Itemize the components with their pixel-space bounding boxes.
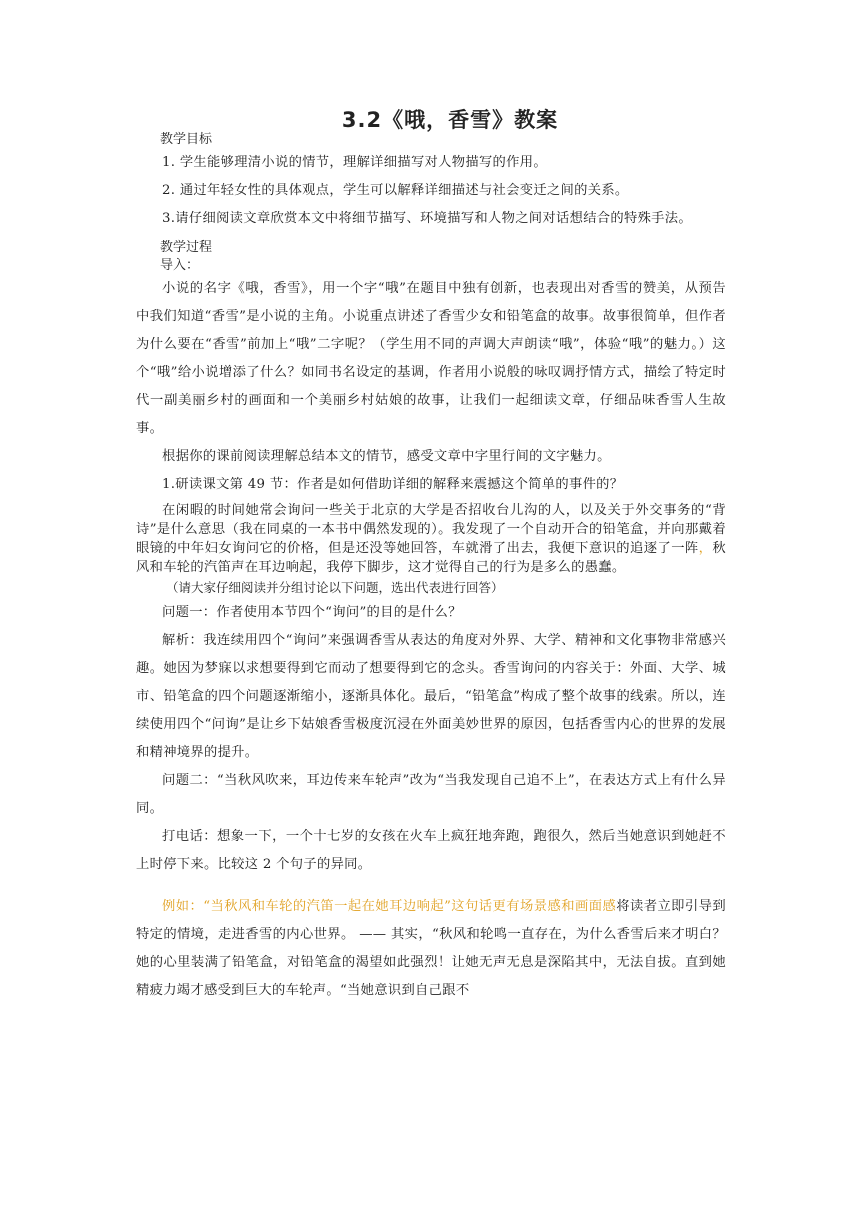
text-excerpt <box>136 501 726 577</box>
excerpt-part-1: 在闲暇的时间她常会询问一些关于北京的大学是否招收台儿沟的人，以及关于外交事务的“背诗”是什么意思（我在同桌的一本书中偶然发现的）。我发现了一个自动开合的铅笔盒，并向那戴着眼镜的中年妇女询问它的价格，但是还没等她回答，车就滑了出去，我便下意识的追逐了一阵 <box>136 503 726 556</box>
question-2: 问题二：“当秋风吹来，耳边传来车轮声”改为“当我发现自己追不上”，在表达方式上有什么异同。 <box>136 773 726 816</box>
excerpt-mark: ， <box>698 541 713 556</box>
discussion-instruction: （请大家仔细阅读并分组讨论以下问题，选出代表进行回答） <box>166 580 504 595</box>
intro-heading: 导入： <box>160 258 200 273</box>
summary-paragraph: 根据你的课前阅读理解总结本文的情节，感受文章中字里行间的文字魅力。 <box>162 449 611 464</box>
example-rest: 将读者立即引导到特定的情境，走进香雪的内心世界。 —— 其实，“秋风和轮鸣一直存在，为什么香雪后来才明白？她的心里装满了铅笔盒，对铅笔盒的渴望如此强烈！让她无声无息是深陷其中，无法自拔。直到她精疲力竭才感受到巨大的车轮声。“当她意识到自己跟不 <box>136 899 727 998</box>
analysis-paragraph: 解析：我连续用四个“询问”来强调香雪从表达的角度对外界、大学、精神和文化事物非常感兴趣。她因为梦寐以求想要得到它而动了想要得到它的念头。香雪询问的内容关于：外面、大学、城市、铅笔盒的四个问题逐渐缩小，逐渐具体化。最后，“铅笔盒”构成了整个故事的线索。所以，连续使用四个“问询”是让乡下姑娘香雪极度沉浸在外面美妙世界的原因，包括香雪内心的世界的发展和精神境界的提升。 <box>136 633 726 760</box>
question-1: 问题一：作者使用本节四个“询问”的目的是什么？ <box>162 605 462 620</box>
process-heading: 教学过程 <box>160 240 213 255</box>
page-title: 3.2《哦，香雪》教案 <box>341 108 559 132</box>
goal-item-1: 1. 学生能够理清小说的情节，理解详细描写对人物描写的作用。 <box>162 155 547 170</box>
example-highlight: 例如：“当秋风和车轮的汽笛一起在她耳边响起”这句话更有场景感和画面感 <box>162 899 617 914</box>
intro-paragraph: 小说的名字《哦，香雪》，用一个字“哦”在题目中独有创新，也表现出对香雪的赞美，从预告中我们知道“香雪”是小说的主角。小说重点讲述了香雪少女和铅笔盒的故事。故事很简单，但作者为什么要在“香雪”前加上“哦”二字呢？（学生用不同的声调大声朗读“哦”，体验“哦”的魅力。）这个“哦”给小说增添了什么？如同书名设定的基调，作者用小说般的咏叹调抒情方式，描绘了特定时代一副美丽乡村的画面和一个美丽乡村姑娘的故事，让我们一起细读文章，仔细品味香雪人生故事。 <box>136 281 726 436</box>
example-paragraph <box>136 893 726 1005</box>
goals-heading: 教学目标 <box>160 132 213 147</box>
goal-item-3: 3.请仔细阅读文章欣赏本文中将细节描写、环境描写和人物之间对话想结合的特殊手法。 <box>162 211 692 226</box>
document-body <box>136 131 726 1005</box>
phone-paragraph: 打电话：想象一下，一个十七岁的女孩在火车上疯狂地奔跑，跑很久，然后当她意识到她赶不上时停下来。比较这 2 个句子的异同。 <box>136 829 726 872</box>
goal-item-2: 2. 通过年轻女性的具体观点，学生可以解释详细描述与社会变迁之间的关系。 <box>162 183 629 198</box>
excerpt-part-2: 秋风和车轮的汽笛声在耳边响起，我停下脚步，这才觉得自己的行为是多么的愚蠢。 <box>136 541 726 575</box>
study-question-1: 1.研读课文第 49 节：作者是如何借助详细的解释来震撼这个简单的事件的？ <box>162 477 624 492</box>
